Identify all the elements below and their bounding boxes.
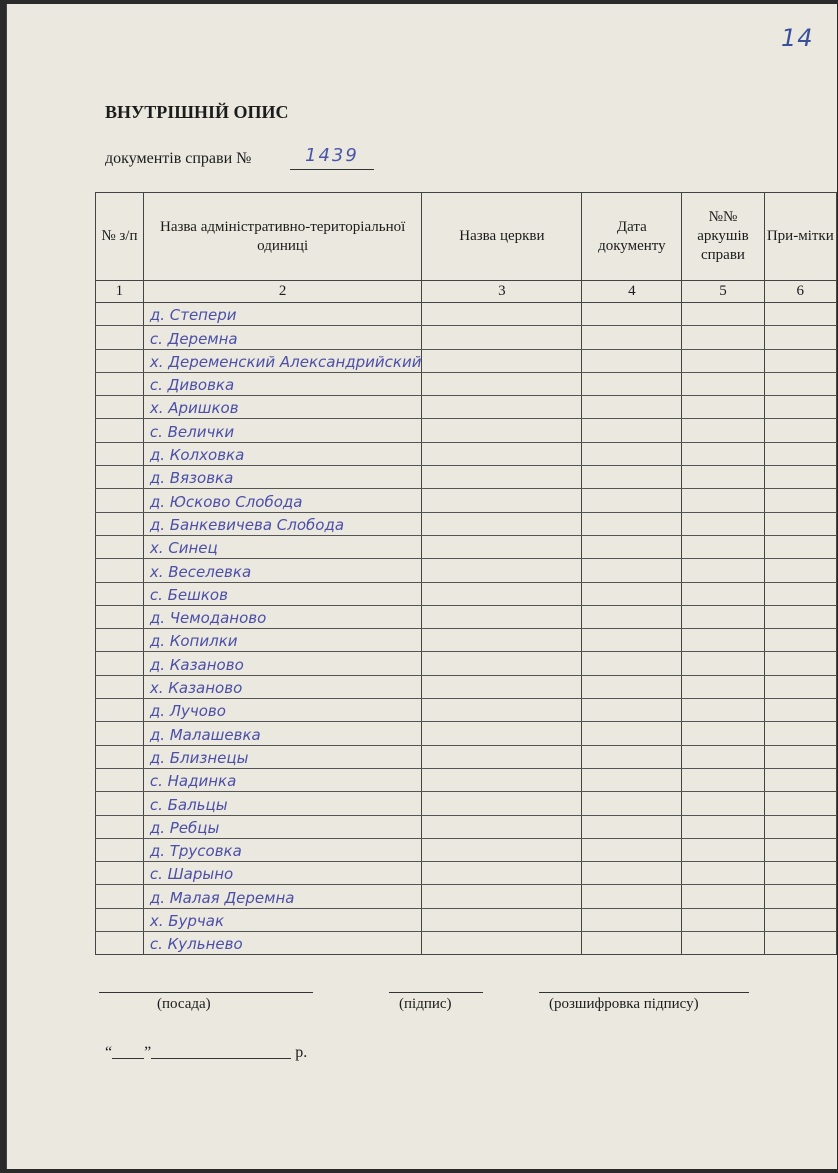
table-row <box>96 419 837 442</box>
empty-cell <box>764 838 836 861</box>
empty-cell <box>582 815 682 838</box>
day-blank <box>112 1044 144 1059</box>
empty-cell <box>682 932 764 955</box>
empty-cell <box>582 652 682 675</box>
position-signature-line <box>99 992 313 993</box>
empty-cell <box>422 512 582 535</box>
table-row <box>96 489 837 512</box>
empty-cell <box>582 466 682 489</box>
table-row <box>96 838 837 861</box>
empty-cell <box>764 745 836 768</box>
empty-cell <box>96 652 144 675</box>
empty-cell <box>682 396 764 419</box>
empty-cell <box>682 745 764 768</box>
table-row <box>96 768 837 791</box>
header-church-name: Назва церкви <box>422 193 582 281</box>
empty-cell <box>764 419 836 442</box>
empty-cell <box>96 466 144 489</box>
empty-cell <box>96 885 144 908</box>
table-row <box>96 652 837 675</box>
empty-cell <box>582 838 682 861</box>
empty-cell <box>682 512 764 535</box>
admin-unit-cell <box>143 862 422 885</box>
empty-cell <box>682 303 764 326</box>
year-suffix: р. <box>295 1044 308 1061</box>
table-row <box>96 885 837 908</box>
admin-unit-cell <box>143 629 422 652</box>
empty-cell <box>764 722 836 745</box>
empty-cell <box>96 815 144 838</box>
empty-cell <box>422 303 582 326</box>
empty-cell <box>682 652 764 675</box>
empty-cell <box>422 326 582 349</box>
open-quote: “ <box>105 1044 113 1061</box>
empty-cell <box>582 768 682 791</box>
table-row <box>96 722 837 745</box>
admin-unit-cell <box>143 442 422 465</box>
empty-cell <box>96 862 144 885</box>
empty-cell <box>582 932 682 955</box>
empty-cell <box>96 396 144 419</box>
admin-unit-name: х. Синец <box>149 539 218 558</box>
empty-cell <box>682 442 764 465</box>
empty-cell <box>96 349 144 372</box>
empty-cell <box>422 932 582 955</box>
empty-cell <box>582 745 682 768</box>
admin-unit-name: х. Деременский Александрийский <box>149 352 422 371</box>
empty-cell <box>582 582 682 605</box>
admin-unit-cell <box>143 605 422 628</box>
table-row <box>96 582 837 605</box>
empty-cell <box>96 419 144 442</box>
column-number: 5 <box>682 281 764 303</box>
admin-unit-name: с. Велички <box>149 422 235 441</box>
admin-unit-name: х. Казаново <box>149 679 243 698</box>
admin-unit-name: д. Малашевка <box>149 725 261 744</box>
empty-cell <box>582 419 682 442</box>
empty-cell <box>96 629 144 652</box>
position-label: (посада) <box>157 996 211 1012</box>
admin-unit-cell <box>143 349 422 372</box>
admin-unit-name: д. Казаново <box>149 655 244 674</box>
column-number: 6 <box>764 281 836 303</box>
date-line <box>105 1044 307 1062</box>
empty-cell <box>682 838 764 861</box>
empty-cell <box>422 908 582 931</box>
table-row <box>96 815 837 838</box>
table-row <box>96 745 837 768</box>
empty-cell <box>582 862 682 885</box>
admin-unit-name: д. Банкевичева Слобода <box>149 515 345 534</box>
empty-cell <box>682 675 764 698</box>
empty-cell <box>764 862 836 885</box>
empty-cell <box>582 675 682 698</box>
admin-unit-name: с. Надинка <box>149 772 237 791</box>
admin-unit-cell <box>143 792 422 815</box>
admin-unit-name: с. Шарыно <box>149 865 234 884</box>
empty-cell <box>582 908 682 931</box>
empty-cell <box>764 792 836 815</box>
column-number: 3 <box>422 281 582 303</box>
empty-cell <box>582 303 682 326</box>
empty-cell <box>422 838 582 861</box>
empty-cell <box>764 932 836 955</box>
admin-unit-name: х. Веселевка <box>149 562 252 581</box>
table-row <box>96 326 837 349</box>
table-row <box>96 699 837 722</box>
empty-cell <box>582 559 682 582</box>
admin-unit-name: д. Лучово <box>149 702 226 721</box>
empty-cell <box>96 326 144 349</box>
empty-cell <box>682 535 764 558</box>
empty-cell <box>96 489 144 512</box>
empty-cell <box>422 535 582 558</box>
empty-cell <box>582 792 682 815</box>
empty-cell <box>96 908 144 931</box>
admin-unit-cell <box>143 768 422 791</box>
empty-cell <box>682 815 764 838</box>
table-row <box>96 605 837 628</box>
empty-cell <box>422 815 582 838</box>
empty-cell <box>582 535 682 558</box>
admin-unit-cell <box>143 838 422 861</box>
admin-unit-name: д. Чемоданово <box>149 609 267 628</box>
admin-unit-cell <box>143 885 422 908</box>
empty-cell <box>422 885 582 908</box>
empty-cell <box>96 535 144 558</box>
empty-cell <box>582 489 682 512</box>
admin-unit-cell <box>143 466 422 489</box>
table-row <box>96 932 837 955</box>
empty-cell <box>96 372 144 395</box>
empty-cell <box>422 629 582 652</box>
page-number: 14 <box>781 24 814 52</box>
admin-unit-name: д. Малая Деремна <box>149 888 295 907</box>
column-number-row <box>96 281 837 303</box>
empty-cell <box>422 419 582 442</box>
header-document-date: Дата документу <box>582 193 682 281</box>
table-row <box>96 908 837 931</box>
empty-cell <box>96 768 144 791</box>
empty-cell <box>764 768 836 791</box>
empty-cell <box>422 862 582 885</box>
empty-cell <box>582 326 682 349</box>
empty-cell <box>764 396 836 419</box>
empty-cell <box>582 699 682 722</box>
admin-unit-cell <box>143 489 422 512</box>
case-number-underline <box>290 169 374 170</box>
empty-cell <box>96 838 144 861</box>
empty-cell <box>422 722 582 745</box>
inventory-table <box>95 192 837 955</box>
empty-cell <box>764 582 836 605</box>
empty-cell <box>682 582 764 605</box>
admin-unit-cell <box>143 699 422 722</box>
admin-unit-name: х. Аришков <box>149 399 239 418</box>
admin-unit-name: с. Бешков <box>149 585 228 604</box>
empty-cell <box>682 768 764 791</box>
table-row <box>96 396 837 419</box>
case-subtitle: документів справи № <box>105 150 252 167</box>
empty-cell <box>96 582 144 605</box>
empty-cell <box>764 349 836 372</box>
empty-cell <box>422 372 582 395</box>
empty-cell <box>764 559 836 582</box>
admin-unit-cell <box>143 815 422 838</box>
empty-cell <box>682 605 764 628</box>
empty-cell <box>582 512 682 535</box>
admin-unit-cell <box>143 652 422 675</box>
admin-unit-cell <box>143 675 422 698</box>
admin-unit-cell <box>143 582 422 605</box>
table-header-row <box>96 193 837 281</box>
empty-cell <box>682 629 764 652</box>
empty-cell <box>764 629 836 652</box>
admin-unit-cell <box>143 326 422 349</box>
table-row <box>96 675 837 698</box>
admin-unit-cell <box>143 419 422 442</box>
table-row <box>96 862 837 885</box>
empty-cell <box>764 908 836 931</box>
table-row <box>96 512 837 535</box>
empty-cell <box>96 932 144 955</box>
empty-cell <box>582 396 682 419</box>
admin-unit-name: д. Юсково Слобода <box>149 492 303 511</box>
empty-cell <box>582 442 682 465</box>
close-quote: ” <box>144 1044 152 1061</box>
empty-cell <box>96 722 144 745</box>
empty-cell <box>582 372 682 395</box>
admin-unit-name: с. Бальцы <box>149 795 228 814</box>
table-row <box>96 792 837 815</box>
empty-cell <box>682 372 764 395</box>
empty-cell <box>422 582 582 605</box>
admin-unit-name: д. Вязовка <box>149 469 234 488</box>
table-row <box>96 629 837 652</box>
admin-unit-name: д. Близнецы <box>149 748 249 767</box>
empty-cell <box>582 349 682 372</box>
table-row <box>96 442 837 465</box>
admin-unit-cell <box>143 303 422 326</box>
empty-cell <box>682 489 764 512</box>
empty-cell <box>422 559 582 582</box>
empty-cell <box>422 349 582 372</box>
admin-unit-cell <box>143 932 422 955</box>
empty-cell <box>422 442 582 465</box>
empty-cell <box>682 885 764 908</box>
empty-cell <box>422 489 582 512</box>
empty-cell <box>422 792 582 815</box>
column-number: 4 <box>582 281 682 303</box>
empty-cell <box>96 745 144 768</box>
empty-cell <box>422 768 582 791</box>
table-row <box>96 466 837 489</box>
empty-cell <box>764 699 836 722</box>
column-number: 1 <box>96 281 144 303</box>
table-row <box>96 372 837 395</box>
admin-unit-name: с. Дивовка <box>149 376 235 395</box>
signature-label: (підпис) <box>399 996 452 1012</box>
empty-cell <box>764 885 836 908</box>
empty-cell <box>682 792 764 815</box>
empty-cell <box>764 466 836 489</box>
decode-label: (розшифровка підпису) <box>549 996 699 1012</box>
empty-cell <box>764 605 836 628</box>
empty-cell <box>682 699 764 722</box>
empty-cell <box>682 862 764 885</box>
empty-cell <box>422 745 582 768</box>
empty-cell <box>764 326 836 349</box>
empty-cell <box>96 442 144 465</box>
empty-cell <box>682 419 764 442</box>
admin-unit-name: д. Ребцы <box>149 818 220 837</box>
header-notes: При-мітки <box>764 193 836 281</box>
admin-unit-cell <box>143 722 422 745</box>
empty-cell <box>96 605 144 628</box>
header-admin-unit: Назва адміністративно-територіальної одиниці <box>143 193 422 281</box>
empty-cell <box>422 396 582 419</box>
empty-cell <box>96 792 144 815</box>
empty-cell <box>96 559 144 582</box>
empty-cell <box>582 722 682 745</box>
admin-unit-cell <box>143 372 422 395</box>
admin-unit-cell <box>143 535 422 558</box>
empty-cell <box>764 652 836 675</box>
empty-cell <box>682 349 764 372</box>
empty-cell <box>764 372 836 395</box>
empty-cell <box>764 512 836 535</box>
empty-cell <box>582 605 682 628</box>
admin-unit-cell <box>143 745 422 768</box>
admin-unit-name: д. Трусовка <box>149 842 242 861</box>
table-row <box>96 349 837 372</box>
admin-unit-cell <box>143 908 422 931</box>
header-sheet-numbers: №№ аркушів справи <box>682 193 764 281</box>
header-number: № з/п <box>96 193 144 281</box>
empty-cell <box>764 535 836 558</box>
table-row <box>96 559 837 582</box>
admin-unit-cell <box>143 559 422 582</box>
empty-cell <box>422 675 582 698</box>
empty-cell <box>96 303 144 326</box>
empty-cell <box>422 466 582 489</box>
empty-cell <box>764 675 836 698</box>
empty-cell <box>422 605 582 628</box>
empty-cell <box>764 442 836 465</box>
empty-cell <box>764 303 836 326</box>
empty-cell <box>764 815 836 838</box>
decode-signature-line <box>539 992 749 993</box>
empty-cell <box>682 559 764 582</box>
empty-cell <box>682 722 764 745</box>
table-row <box>96 535 837 558</box>
admin-unit-name: с. Кульнево <box>149 935 243 954</box>
page-title: ВНУТРІШНІЙ ОПИС <box>105 102 289 122</box>
document-page <box>6 4 837 1169</box>
admin-unit-cell <box>143 396 422 419</box>
empty-cell <box>682 466 764 489</box>
signature-line <box>389 992 483 993</box>
empty-cell <box>764 489 836 512</box>
admin-unit-cell <box>143 512 422 535</box>
empty-cell <box>96 512 144 535</box>
empty-cell <box>96 699 144 722</box>
admin-unit-name: с. Деремна <box>149 329 238 348</box>
empty-cell <box>422 652 582 675</box>
empty-cell <box>682 908 764 931</box>
empty-cell <box>96 675 144 698</box>
admin-unit-name: д. Степери <box>149 306 237 325</box>
empty-cell <box>682 326 764 349</box>
admin-unit-name: д. Колховка <box>149 446 245 465</box>
empty-cell <box>422 699 582 722</box>
month-year-blank <box>151 1044 291 1059</box>
empty-cell <box>582 629 682 652</box>
admin-unit-name: х. Бурчак <box>149 912 225 931</box>
table-row <box>96 303 837 326</box>
admin-unit-name: д. Копилки <box>149 632 238 651</box>
case-number: 1439 <box>305 145 359 166</box>
empty-cell <box>582 885 682 908</box>
column-number: 2 <box>143 281 422 303</box>
